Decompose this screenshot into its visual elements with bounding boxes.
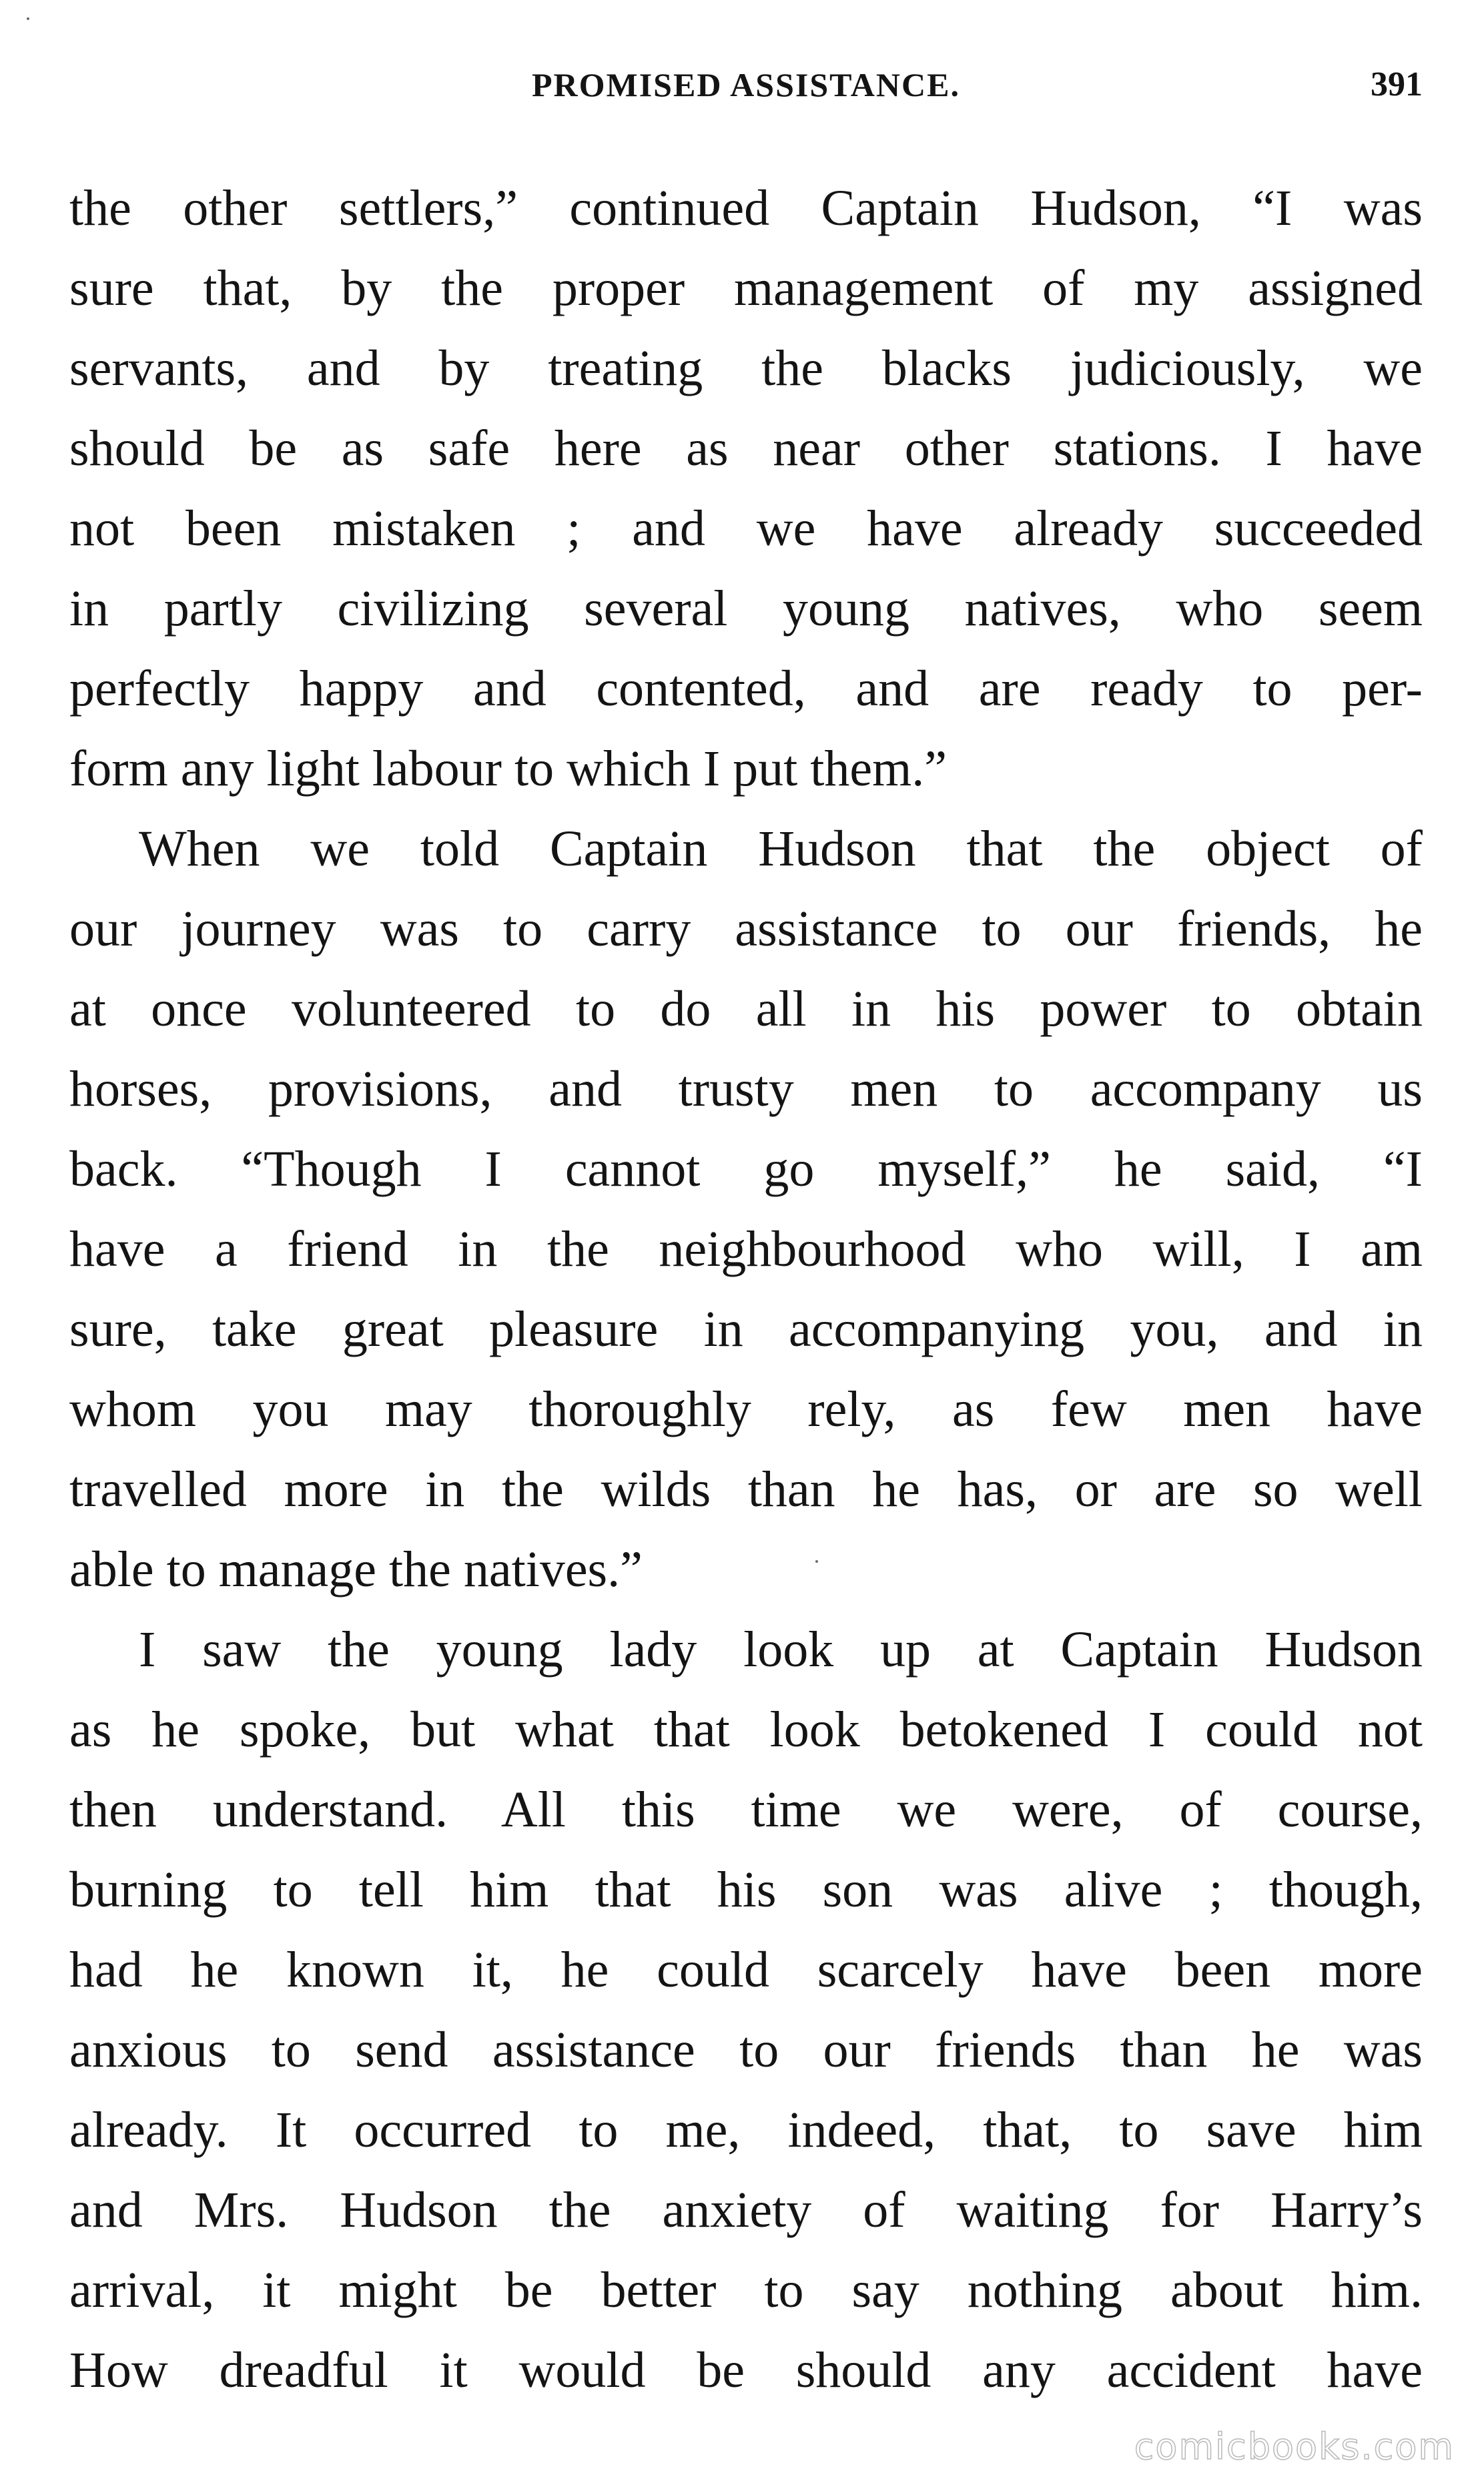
page-number: 391 bbox=[1371, 65, 1423, 103]
text-line: as he spoke, but what that look betokened I could not bbox=[69, 1702, 1423, 1758]
text-line: then understand. All this time we were, of course, bbox=[69, 1782, 1423, 1838]
text-line: whom you may thoroughly rely, as few men have bbox=[69, 1381, 1423, 1437]
paragraph-first-line: I saw the young lady look up at Captain Hudson bbox=[139, 1622, 1423, 1678]
print-speck bbox=[27, 17, 29, 20]
body-text bbox=[69, 168, 1423, 2410]
text-line: anxious to send assistance to our friends than he was bbox=[69, 2022, 1423, 2078]
text-line: our journey was to carry assistance to our friends, he bbox=[69, 901, 1423, 957]
text-line: at once volunteered to do all in his power to obtain bbox=[69, 981, 1423, 1037]
text-line: burning to tell him that his son was alive ; though, bbox=[69, 1862, 1423, 1918]
text-line: How dreadful it would be should any accident have bbox=[69, 2342, 1423, 2398]
text-line: servants, and by treating the blacks judiciously, we bbox=[69, 340, 1423, 396]
text-line: have a friend in the neighbourhood who will, I am bbox=[69, 1221, 1423, 1277]
text-line: and Mrs. Hudson the anxiety of waiting for Harry’s bbox=[69, 2182, 1423, 2238]
text-line: form any light labour to which I put them.” bbox=[69, 741, 947, 797]
text-line: sure, take great pleasure in accompanying you, and in bbox=[69, 1301, 1423, 1357]
text-line: not been mistaken ; and we have already succeeded bbox=[69, 500, 1423, 557]
text-line: back. “Though I cannot go myself,” he said, “I bbox=[69, 1141, 1423, 1197]
text-line: should be as safe here as near other stations. I have bbox=[69, 420, 1423, 476]
running-head bbox=[69, 61, 1423, 108]
running-title: PROMISED ASSISTANCE. bbox=[531, 66, 960, 103]
text-line: in partly civilizing several young natives, who seem bbox=[69, 581, 1423, 637]
text-line: the other settlers,” continued Captain Hudson, “I was bbox=[69, 180, 1423, 236]
text-line: had he known it, he could scarcely have been more bbox=[69, 1942, 1423, 1998]
text-line: perfectly happy and contented, and are ready to per- bbox=[69, 661, 1423, 717]
text-line: able to manage the natives.” bbox=[69, 1541, 643, 1597]
watermark: comicbooks.com bbox=[1134, 2426, 1455, 2468]
paragraph-first-line: When we told Captain Hudson that the object of bbox=[139, 821, 1423, 877]
text-line: arrival, it might be better to say nothing about him. bbox=[69, 2262, 1423, 2318]
text-line: already. It occurred to me, indeed, that, to save him bbox=[69, 2102, 1423, 2158]
text-line: horses, provisions, and trusty men to accompany us bbox=[69, 1061, 1423, 1117]
text-line: travelled more in the wilds than he has, or are so well bbox=[69, 1461, 1423, 1517]
text-line: sure that, by the proper management of my assigned bbox=[69, 260, 1423, 316]
